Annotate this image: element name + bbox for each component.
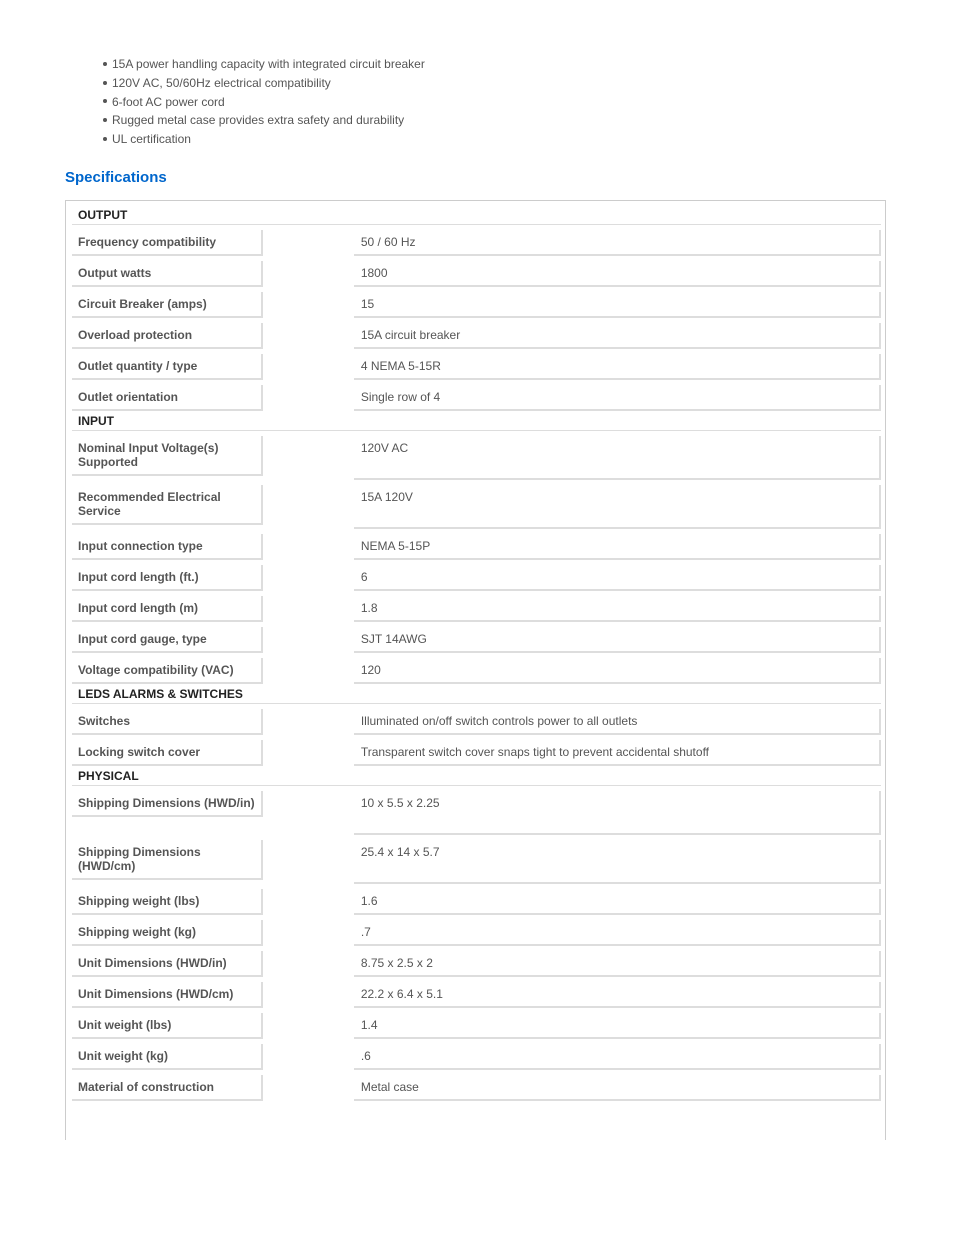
- specifications-panel: [65, 200, 886, 1140]
- feature-list: [103, 55, 425, 149]
- spec-value: SJT 14AWG: [354, 627, 881, 653]
- table-row: [72, 915, 881, 946]
- spec-label: Voltage compatibility (VAC): [72, 658, 263, 684]
- spec-label: Material of construction: [72, 1075, 263, 1101]
- spec-label: Switches: [72, 709, 263, 735]
- table-row: [72, 256, 881, 287]
- spec-value: 1.8: [354, 596, 881, 622]
- spec-value: 15: [354, 292, 881, 318]
- table-row: [72, 480, 881, 529]
- feature-item: [103, 74, 425, 93]
- spec-label: Output watts: [72, 261, 263, 287]
- spec-label: Outlet quantity / type: [72, 354, 263, 380]
- table-row: [72, 786, 881, 835]
- table-row: [72, 835, 881, 884]
- table-row: [72, 529, 881, 560]
- spec-value: Illuminated on/off switch controls power to all outlets: [354, 709, 881, 735]
- table-row: [72, 318, 881, 349]
- spec-value: .7: [354, 920, 881, 946]
- section-header-row: [72, 205, 881, 225]
- spec-value: 120V AC: [354, 436, 881, 480]
- spec-value: 25.4 x 14 x 5.7: [354, 840, 881, 884]
- spec-value: Transparent switch cover snaps tight to prevent accidental shutoff: [354, 740, 881, 766]
- table-row: [72, 946, 881, 977]
- section-title-physical: PHYSICAL: [72, 766, 881, 786]
- table-row: [72, 1008, 881, 1039]
- table-row: [72, 225, 881, 256]
- table-row: [72, 380, 881, 411]
- spec-label: Input cord length (m): [72, 596, 263, 622]
- specifications-table: [72, 205, 881, 1101]
- specifications-heading: Specifications: [65, 169, 167, 186]
- spec-label: Shipping Dimensions (HWD/cm): [72, 840, 263, 880]
- feature-text: 120V AC, 50/60Hz electrical compatibility: [112, 75, 331, 90]
- spec-label: Unit Dimensions (HWD/in): [72, 951, 263, 977]
- bullet-icon: [103, 81, 107, 85]
- table-row: [72, 1039, 881, 1070]
- table-row: [72, 1070, 881, 1101]
- feature-text: 15A power handling capacity with integrated circuit breaker: [112, 57, 425, 71]
- spec-value: 4 NEMA 5-15R: [354, 354, 881, 380]
- table-row: [72, 591, 881, 622]
- spec-value: 6: [354, 565, 881, 591]
- spec-label: Nominal Input Voltage(s) Supported: [72, 436, 263, 476]
- spec-value: 50 / 60 Hz: [354, 230, 881, 256]
- spec-value: 15A 120V: [354, 485, 881, 529]
- bullet-icon: [103, 137, 107, 141]
- feature-text: Rugged metal case provides extra safety and durability: [112, 113, 405, 128]
- table-row: [72, 653, 881, 684]
- spec-label: Input cord gauge, type: [72, 627, 263, 653]
- spec-value: 1800: [354, 261, 881, 287]
- table-row: [72, 349, 881, 380]
- bullet-icon: [103, 62, 107, 66]
- spec-value: Metal case: [354, 1075, 881, 1101]
- spec-label: Outlet orientation: [72, 385, 263, 411]
- spec-label: Unit weight (lbs): [72, 1013, 263, 1039]
- section-title-output: OUTPUT: [72, 205, 881, 225]
- table-row: [72, 560, 881, 591]
- table-row: [72, 884, 881, 915]
- feature-text: UL certification: [112, 132, 191, 147]
- feature-item: [103, 130, 425, 149]
- spec-label: Shipping weight (kg): [72, 920, 263, 946]
- spec-label: Shipping weight (lbs): [72, 889, 263, 915]
- spec-label: Recommended Electrical Service: [72, 485, 263, 525]
- bullet-icon: [103, 118, 107, 122]
- feature-item: [103, 55, 425, 74]
- spec-value: 10 x 5.5 x 2.25: [354, 791, 881, 835]
- spec-value: Single row of 4: [354, 385, 881, 411]
- spec-label: Overload protection: [72, 323, 263, 349]
- spec-value: .6: [354, 1044, 881, 1070]
- section-title-leds: LEDS ALARMS & SWITCHES: [72, 684, 881, 704]
- spec-label: Circuit Breaker (amps): [72, 292, 263, 318]
- table-row: [72, 622, 881, 653]
- spec-value: NEMA 5-15P: [354, 534, 881, 560]
- spec-value: 120: [354, 658, 881, 684]
- spec-label: Input cord length (ft.): [72, 565, 263, 591]
- spec-label: Unit weight (kg): [72, 1044, 263, 1070]
- spec-label: Unit Dimensions (HWD/cm): [72, 982, 263, 1008]
- spec-value: 15A circuit breaker: [354, 323, 881, 349]
- table-row: [72, 735, 881, 766]
- spec-label: Shipping Dimensions (HWD/in): [72, 791, 263, 817]
- section-header-row: [72, 684, 881, 704]
- feature-text: 6-foot AC power cord: [112, 94, 225, 109]
- table-row: [72, 977, 881, 1008]
- section-header-row: [72, 766, 881, 786]
- spec-value: 22.2 x 6.4 x 5.1: [354, 982, 881, 1008]
- spec-label: Locking switch cover: [72, 740, 263, 766]
- bullet-icon: [103, 99, 107, 103]
- spec-label: Frequency compatibility: [72, 230, 263, 256]
- spec-label: Input connection type: [72, 534, 263, 560]
- table-row: [72, 431, 881, 480]
- section-header-row: [72, 411, 881, 431]
- feature-item: [103, 93, 425, 112]
- spec-value: 8.75 x 2.5 x 2: [354, 951, 881, 977]
- spec-value: 1.4: [354, 1013, 881, 1039]
- feature-item: [103, 111, 425, 130]
- spec-value: 1.6: [354, 889, 881, 915]
- section-title-input: INPUT: [72, 411, 881, 431]
- table-row: [72, 287, 881, 318]
- table-row: [72, 704, 881, 735]
